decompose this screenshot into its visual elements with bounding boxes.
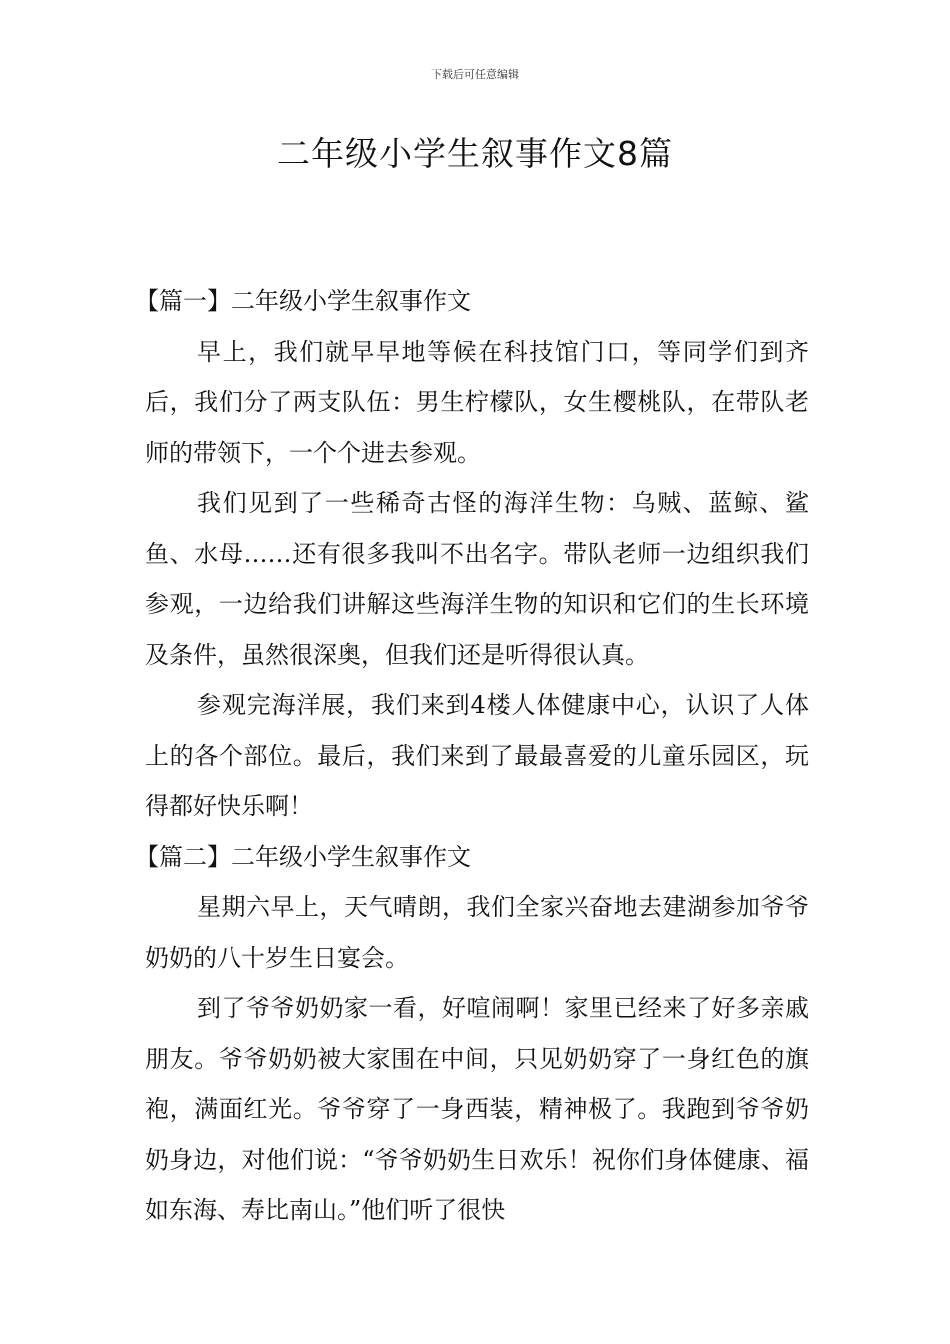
document-title: 二年级小学生叙事作文8篇: [277, 134, 673, 173]
paragraph: 我们见到了一些稀奇古怪的海洋生物：乌贼、蓝鲸、鲨鱼、水母……还有很多我叫不出名字。带队老师一边组织我们参观，一边给我们讲解这些海洋生物的知识和它们的生长环境及条件，虽然很深奥，但我们还是听得很认真。: [145, 489, 809, 669]
paragraph: 到了爷爷奶奶家一看，好喧闹啊！家里已经来了好多亲戚朋友。爷爷奶奶被大家围在中间，只见奶奶穿了一身红色的旗袍，满面红光。爷爷穿了一身西装，精神极了。我跑到爷爷奶奶身边，对他们说：“爷爷奶奶生日欢乐！祝你们身体健康、福如东海、寿比南山。”他们听了很快: [145, 994, 809, 1224]
page-header-note: 下载后可任意编辑: [431, 68, 519, 81]
paragraph: 参观完海洋展，我们来到4楼人体健康中心，认识了人体上的各个部位。最后，我们来到了最最喜爱的儿童乐园区，玩得都好快乐啊！: [145, 691, 809, 820]
paragraph: 早上，我们就早早地等候在科技馆门口，等同学们到齐后，我们分了两支队伍：男生柠檬队，女生樱桃队，在带队老师的带领下，一个个进去参观。: [145, 337, 809, 467]
section-heading: 【篇二】二年级小学生叙事作文: [135, 842, 471, 871]
section-2: [135, 832, 809, 1236]
document-body: [135, 276, 809, 1236]
section-1: [135, 276, 809, 832]
section-heading: 【篇一】二年级小学生叙事作文: [135, 287, 471, 315]
paragraph: 星期六早上，天气晴朗，我们全家兴奋地去建湖参加爷爷奶奶的八十岁生日宴会。: [145, 893, 809, 972]
